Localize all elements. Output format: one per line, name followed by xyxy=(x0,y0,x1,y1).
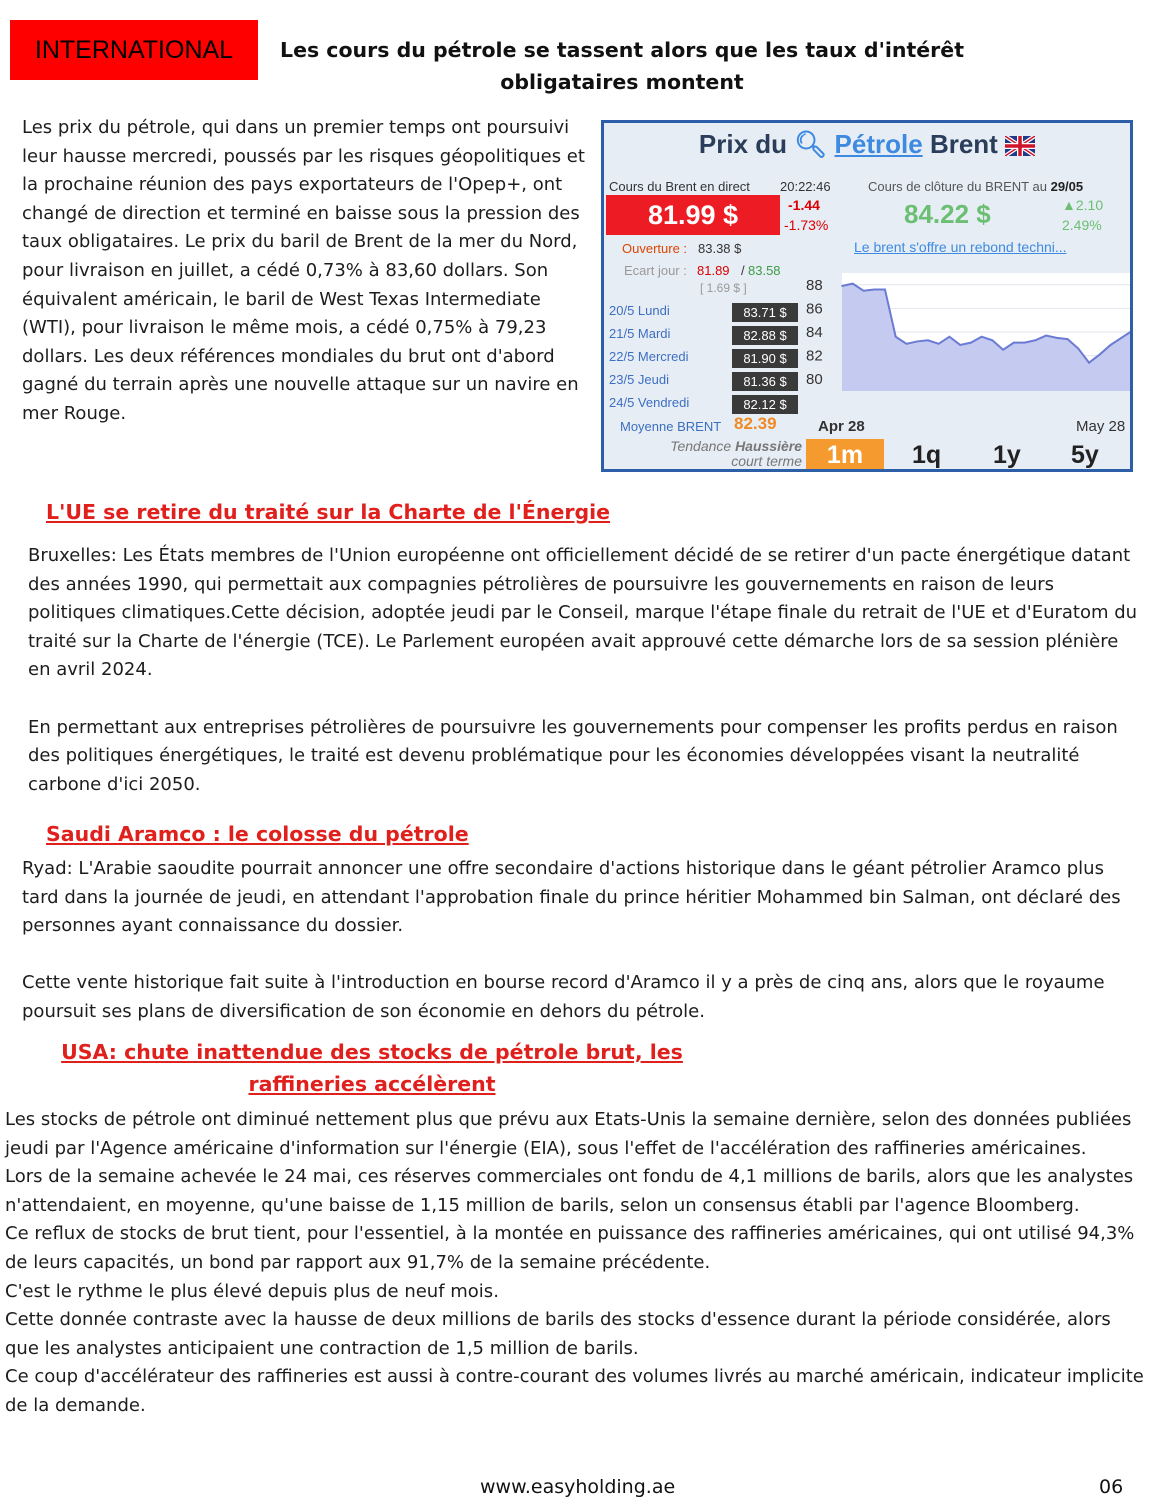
average-label: Moyenne BRENT xyxy=(620,419,722,434)
data-point xyxy=(1056,337,1058,339)
day-label: 22/5 Mercredi xyxy=(609,349,689,364)
widget-title-suffix: Brent xyxy=(929,129,998,159)
usa-paragraph: Ce coup d'accélérateur des raffineries est aussi à contre-courant des volumes livrés au marché américain, indicateur implicite de la demande. xyxy=(5,1366,1144,1416)
data-point xyxy=(1077,348,1079,350)
aramco-heading: Saudi Aramco : le colosse du pétrole xyxy=(46,822,469,846)
aramco-paragraph: Ryad: L'Arabie saoudite pourrait annoncer une offre secondaire d'actions historique dans le géant pétrolier Aramco plus tard dans la journée de jeudi, en attendant l'approbation finale du prince héritier Mohammed bin Salman, ont déclaré des personnes ayant connaissance du dossier. xyxy=(22,858,1121,937)
range-high: 83.58 xyxy=(748,263,781,278)
widget-title-link[interactable]: Pétrole xyxy=(834,129,923,159)
change-pct: -1.73% xyxy=(784,217,829,233)
data-point xyxy=(927,339,929,341)
day-value: 83.71 $ xyxy=(732,303,798,322)
data-point xyxy=(938,343,940,345)
usa-paragraph: Ce reflux de stocks de brut tient, pour l'essentiel, à la montée en puissance des raffineries américaines, qui ont utilisé 94,3% de leurs capacités, un bond par rapport aux 91,7% de la semaine précédente. xyxy=(5,1223,1135,1273)
data-point xyxy=(981,336,983,338)
data-point xyxy=(1088,362,1090,364)
live-label: Cours du Brent en direct xyxy=(609,179,750,194)
trend-indicator xyxy=(648,439,802,469)
brent-price-widget xyxy=(601,120,1133,472)
usa-heading-line1: USA: chute inattendue des stocks de pétrole brut, les xyxy=(61,1040,683,1064)
y-tick-label: 82 xyxy=(806,347,823,365)
data-point xyxy=(1024,342,1026,344)
data-point xyxy=(1120,337,1122,339)
x-tick-label: May 28 xyxy=(1076,418,1126,435)
close-date: 29/05 xyxy=(1050,179,1084,194)
data-point xyxy=(841,285,843,287)
tab-5y[interactable]: 5y xyxy=(1071,441,1099,469)
footer-url[interactable]: www.easyholding.ae xyxy=(480,1476,676,1498)
data-point xyxy=(1002,349,1004,351)
data-point xyxy=(1067,338,1069,340)
y-tick-label: 86 xyxy=(806,300,823,318)
page-number: 06 xyxy=(1099,1476,1124,1498)
aramco-body xyxy=(22,855,1134,1027)
y-tick-label: 84 xyxy=(806,324,823,341)
data-point xyxy=(1013,342,1015,344)
usa-paragraph: Lors de la semaine achevée le 24 mai, ces réserves commerciales ont fondu de 4,1 millions de barils, alors que les analystes n'attendaient, en moyenne, qu'une baisse de 1,15 million de barils, selon un consensus établi par l'agence Bloomberg. xyxy=(5,1166,1134,1216)
day-label: 23/5 Jeudi xyxy=(609,372,669,387)
trend-value: Haussière xyxy=(735,438,802,454)
eu-paragraph: En permettant aux entreprises pétrolières de poursuivre les gouvernements pour compenser les profits perdus en raison des politiques énergétiques, le traité est devenu problématique pour les économies développées visant la neutralité carbone d'ici 2050. xyxy=(28,716,1118,795)
range-sep: / xyxy=(741,263,745,278)
data-point xyxy=(992,339,994,341)
usa-paragraph: Cette donnée contraste avec la hausse de deux millions de barils des stocks d'essence durant la période considérée, alors que les analystes anticipaient une contraction de 1,5 million de barils. xyxy=(5,1309,1111,1359)
day-value: 81.90 $ xyxy=(732,349,798,368)
day-label: 21/5 Mardi xyxy=(609,326,671,341)
data-point xyxy=(1131,330,1133,332)
intro-paragraph: Les prix du pétrole, qui dans un premier temps ont poursuivi leur hausse mercredi, poussés par les risques géopolitiques et la prochaine réunion des pays exportateurs de l'Opep+, ont changé de direction et terminé en baisse sous la pression des taux obligataires. Le prix du baril de Brent de la mer du Nord, pour livraison en juillet, a cédé 0,73% à 83,60 dollars. Son équivalent américain, le baril de West Texas Intermediate (WTI), pour livraison le même mois, a cédé 0,75% à 79,23 dollars. Les deux références mondiales du brut ont d'abord gagné du terrain après une nouvelle attaque sur un navire en mer Rouge. xyxy=(22,117,585,424)
article-title-line1: Les cours du pétrole se tassent alors que les taux d'intérêt xyxy=(280,38,964,62)
data-point xyxy=(852,283,854,285)
article-title-line2: obligataires montent xyxy=(500,70,744,94)
data-point xyxy=(906,343,908,345)
x-tick-label: Apr 28 xyxy=(818,418,865,435)
data-point xyxy=(884,289,886,291)
usa-body xyxy=(5,1106,1145,1421)
trend-suffix: court terme xyxy=(731,453,802,469)
aramco-paragraph: Cette vente historique fait suite à l'introduction en bourse record d'Aramco il y a près de cinq ans, alors que le royaume poursuit ses plans de diversification de son économie en dehors du pétrole. xyxy=(22,972,1105,1022)
widget-title xyxy=(604,129,1130,160)
open-label: Ouverture : xyxy=(622,241,688,256)
day-label: 24/5 Vendredi xyxy=(609,395,690,410)
data-point xyxy=(949,336,951,338)
day-label: 20/5 Lundi xyxy=(609,303,670,318)
average-value: 82.39 xyxy=(734,414,777,433)
close-change-pct: 2.49% xyxy=(1062,217,1102,233)
data-point xyxy=(863,290,865,292)
close-price: 84.22 $ xyxy=(904,199,991,229)
data-point xyxy=(916,341,918,343)
brent-price-chart xyxy=(804,267,1133,437)
close-label xyxy=(868,179,1083,194)
data-point xyxy=(1045,335,1047,337)
data-point xyxy=(1110,344,1112,346)
range-low: 81.89 xyxy=(697,263,730,278)
article-title xyxy=(272,34,972,98)
eu-heading: L'UE se retire du traité sur la Charte de l'Énergie xyxy=(46,500,611,524)
uk-flag-icon xyxy=(1005,136,1035,156)
data-point xyxy=(1035,339,1037,341)
eu-body xyxy=(28,542,1140,799)
data-point xyxy=(959,344,961,346)
usa-heading xyxy=(52,1036,692,1100)
range-diff: [ 1.69 $ ] xyxy=(700,281,747,295)
usa-heading-line2: raffineries accélèrent xyxy=(248,1072,496,1096)
news-link[interactable]: Le brent s'offre un rebond techni... xyxy=(854,239,1067,255)
tab-1y[interactable]: 1y xyxy=(993,441,1021,469)
day-value: 82.88 $ xyxy=(732,326,798,345)
live-time: 20:22:46 xyxy=(780,179,831,194)
widget-title-prefix: Prix du xyxy=(698,129,788,159)
y-tick-label: 88 xyxy=(806,276,823,294)
day-value: 81.36 $ xyxy=(732,372,798,391)
close-change-abs: ▲2.10 xyxy=(1062,197,1104,213)
range-label: Ecart jour : xyxy=(624,263,687,278)
data-point xyxy=(873,289,875,291)
data-point xyxy=(895,336,897,338)
section-tag: INTERNATIONAL xyxy=(10,20,258,80)
close-label-text: Cours de clôture du BRENT au xyxy=(868,179,1047,194)
usa-paragraph: C'est le rythme le plus élevé depuis plus de neuf mois. xyxy=(5,1280,499,1302)
tab-1q[interactable]: 1q xyxy=(912,441,942,469)
y-tick-label: 80 xyxy=(806,371,823,389)
open-value: 83.38 $ xyxy=(698,241,742,256)
usa-paragraph: Les stocks de pétrole ont diminué nettement plus que prévu aux Etats-Unis la semaine dernière, selon des données publiées jeudi par l'Agence américaine d'information sur l'énergie (EIA), sous l'effet de l'accélération des raffineries américaines. xyxy=(5,1109,1132,1159)
eu-paragraph: Bruxelles: Les États membres de l'Union européenne ont officiellement décidé de se retirer d'un pacte énergétique datant des années 1990, qui permettait aux compagnies pétrolières de poursuivre les gouvernements en raison de leurs politiques climatiques.Cette décision, adoptée jeudi par le Conseil, marque l'étape finale du retrait de l'UE et d'Euratom du traité sur la Charte de l'énergie (TCE). Le Parlement européen avait approuvé cette démarche lors de sa session plénière en avril 2024. xyxy=(28,545,1138,681)
live-price: 81.99 $ xyxy=(606,195,780,235)
day-value: 82.12 $ xyxy=(732,395,798,414)
change-abs: -1.44 xyxy=(788,197,820,213)
data-point xyxy=(1099,354,1101,356)
trend-prefix: Tendance xyxy=(670,438,732,454)
data-point xyxy=(970,342,972,344)
search-icon[interactable]: 🔍︎ xyxy=(794,129,828,159)
tab-1m[interactable]: 1m xyxy=(806,439,884,471)
